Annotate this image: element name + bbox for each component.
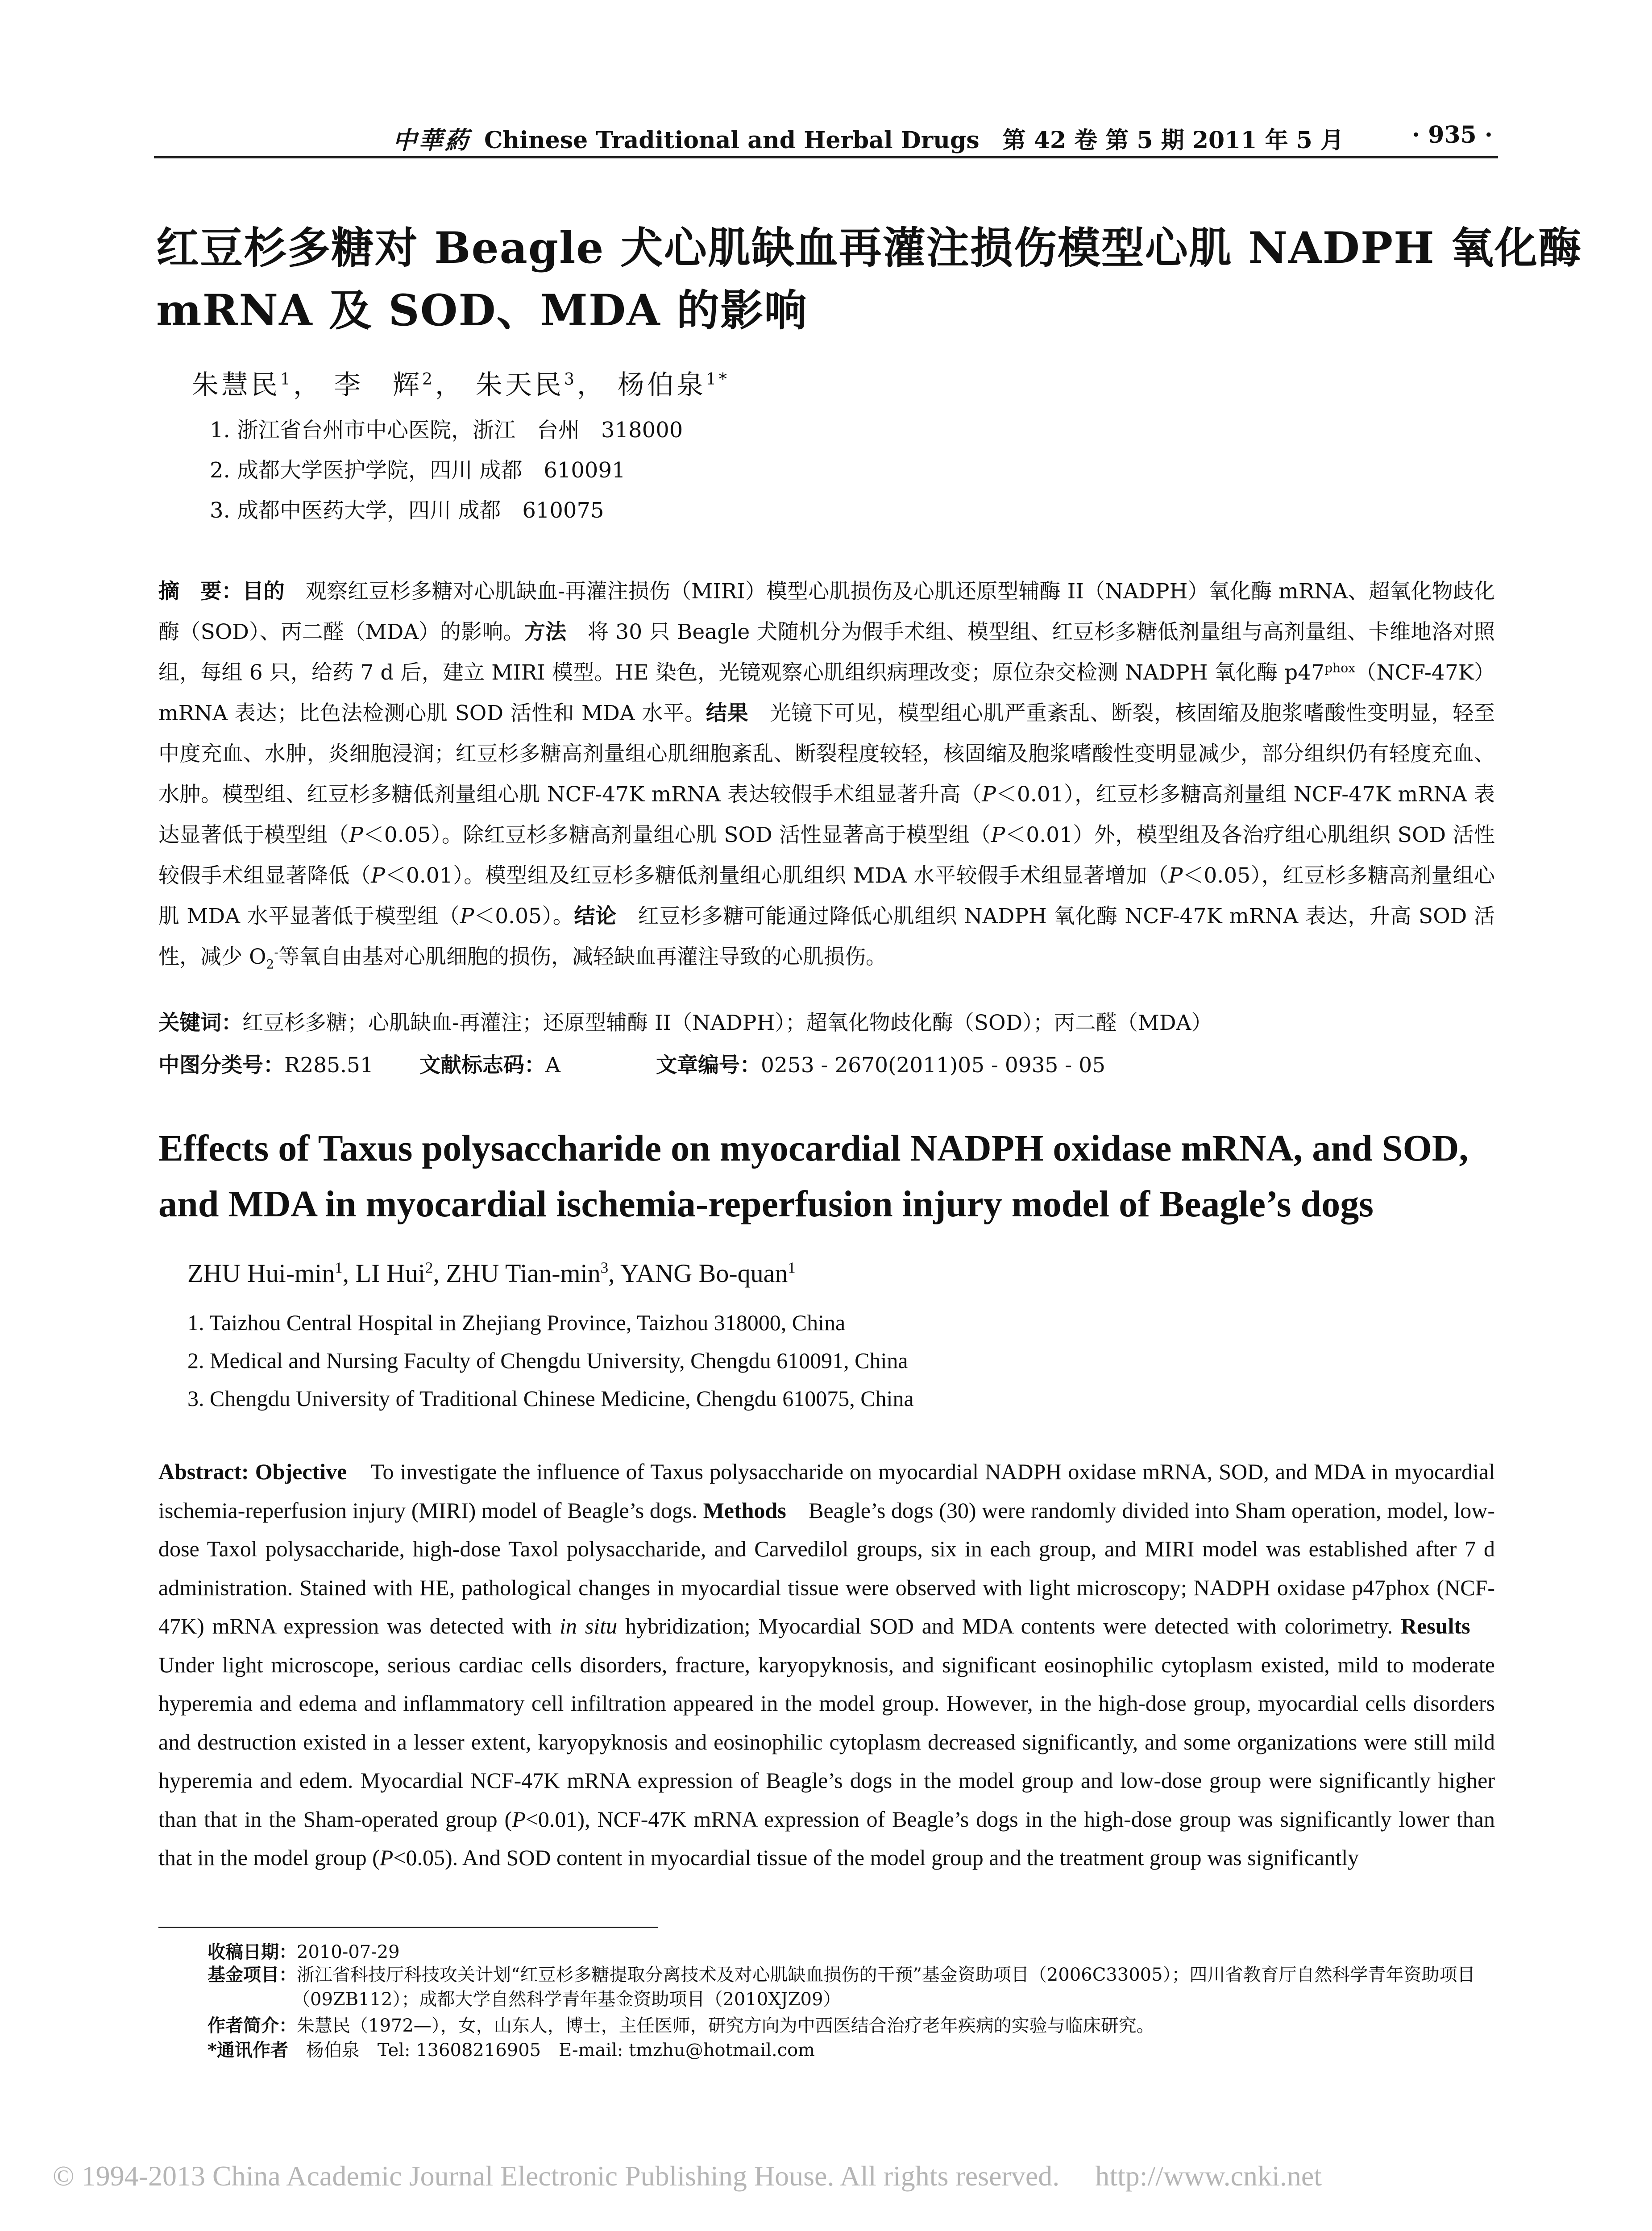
author-name: 李 辉	[333, 369, 422, 401]
author-name: 朱慧民	[192, 369, 280, 401]
footnote-corresponding-author	[208, 2036, 815, 2061]
affiliation-cn: 1. 浙江省台州市中心医院，浙江 台州 318000	[210, 418, 683, 443]
author-name: , YANG Bo-quan	[608, 1259, 788, 1288]
p-value-symbol: P	[379, 1845, 394, 1870]
p-value-symbol: P	[349, 823, 363, 847]
conclusion-text: 等氧自由基对心肌细胞的损伤，减轻缺血再灌注导致的心肌损伤。	[278, 945, 887, 969]
results-text: ＜0.01）。模型组及红豆杉多糖低剂量组心肌组织 MDA 水平较假手术组显著增加（	[385, 863, 1169, 888]
bio-label: 作者简介：	[208, 2015, 297, 2036]
conclusion-label: 结论	[574, 904, 617, 929]
affiliation-mark: 2	[425, 1259, 433, 1277]
authors-cn: 朱慧民$^1$， 李 辉$^2$， 朱天民$^3$， 杨伯泉$^{1*}$	[192, 369, 730, 401]
affiliation-cn: 3. 成都中医药大学，四川 成都 610075	[210, 498, 604, 523]
journal-issue-line: Chinese Traditional and Herbal Drugs 第 42 卷 第 5 期 2011 年 5 月	[484, 127, 1344, 154]
results-text: ＜0.05）。除红豆杉多糖高剂量组心肌 SOD 活性显著高于模型组（	[363, 823, 991, 847]
results-text: ＜0.05）。	[474, 904, 574, 929]
authors-en	[187, 1258, 796, 1288]
keywords-text: 红豆杉多糖；心肌缺血-再灌注；还原型辅酶 II（NADPH）；超氧化物歧化酶（SOD）；丙二醛（MDA）	[242, 1011, 1212, 1035]
p-value-symbol: P	[460, 904, 474, 929]
footnote-funding	[208, 1962, 1577, 2012]
affiliation-mark: 2	[422, 370, 435, 389]
p-value-symbol: P	[982, 782, 996, 807]
objective-text: 观察红豆杉多糖对心肌缺血-再灌注损伤（MIRI）模型心肌损伤及心肌还原型辅酶 II（NADPH）氧化酶 mRNA、超氧化物歧化酶（SOD）、丙二醛（MDA）的影响。	[158, 579, 1495, 644]
affiliation-en: 2. Medical and Nursing Faculty of Chengdu University, Chengdu 610091, China	[187, 1348, 908, 1373]
author-name: ZHU Hui-min	[187, 1259, 335, 1288]
results-text: ＜0.01），红豆杉多糖高剂量组 NCF-47K mRNA 表达显著低于模型组（	[158, 782, 1495, 847]
title-cn-line-2: mRNA 及 SOD、MDA 的影响	[156, 285, 808, 336]
abstract-en	[158, 1452, 1495, 1877]
footnote-author-bio	[208, 2011, 1154, 2037]
author-name: , ZHU Tian-min	[433, 1259, 601, 1288]
author-name: 杨伯泉	[617, 369, 706, 401]
results-label: Results	[1401, 1613, 1470, 1638]
p-value-symbol: P	[512, 1806, 526, 1832]
methods-superscript: phox	[1324, 660, 1356, 676]
article-number: 0253 - 2670(2011)05 - 0935 - 05	[761, 1053, 1106, 1078]
superscript: -	[274, 945, 278, 960]
objective-label: 目的	[242, 579, 285, 604]
footnote-received	[208, 1938, 400, 1963]
article-number-label: 文章编号：	[656, 1053, 761, 1078]
results-text: 光镜下可见，模型组心肌严重紊乱、断裂，核固缩及胞浆嗜酸性变明显，轻至中度充血、水肿，炎细胞浸润；红豆杉多糖高剂量组心肌细胞紊乱、断裂程度较轻，核固缩及胞浆嗜酸性变明显减少，部分组织仍有轻度充血、水肿。模型组、红豆杉多糖低剂量组心肌 NCF-47K mRNA 表达较假手术组显著升高（	[158, 701, 1495, 807]
affiliation-en: 3. Chengdu University of Traditional Chinese Medicine, Chengdu 610075, China	[187, 1386, 914, 1411]
journal-logo: 中華葯	[393, 126, 470, 154]
results-label: 结果	[706, 701, 749, 726]
abstract-label: 摘 要：	[158, 579, 243, 604]
p-value-symbol: P	[371, 863, 385, 888]
doc-code-label: 文献标志码：	[419, 1053, 545, 1078]
corresponding-text: 杨伯泉 Tel: 13608216905 E-mail: tmzhu@hotmail.com	[288, 2040, 815, 2061]
objective-text: To investigate the influence of Taxus polysaccharide on myocardial NADPH oxidase mRNA, SOD, and MDA in myocardial ischemia-reperfusion injury (MIRI) model of Beagle’s dogs.	[158, 1459, 1495, 1523]
title-en-line-1: Effects of Taxus polysaccharide on myocardial NADPH oxidase mRNA, and SOD,	[158, 1128, 1469, 1169]
doc-code: A	[545, 1053, 560, 1078]
classification-line	[158, 1049, 1105, 1078]
author-name: , LI Hui	[342, 1259, 425, 1288]
subscript: 2	[266, 957, 274, 972]
clc-label: 中图分类号：	[158, 1053, 284, 1078]
funding-label: 基金项目：	[208, 1964, 297, 1985]
p-value-symbol: P	[991, 823, 1005, 847]
results-text: Under light microscope, serious cardiac cells disorders, fracture, karyopyknosis, and significant eosinophilic cytoplasm existed, mild to moderate hyperemia and edema and inflammatory cell infiltration appeared in the model group. However, in the high-dose group, myocardial cells disorders and destruction existed in a lesser extent, karyopyknosis and eosinophilic cytoplasm decreased significantly, and some organizations were still mild hyperemia and edem. Myocardial NCF-47K mRNA expression of Beagle’s dogs in the model group and low-dose group were significantly higher than that in the Sham-operated group (	[158, 1613, 1495, 1832]
affiliation-mark: 3	[564, 370, 577, 389]
affiliation-mark: 1	[280, 370, 293, 389]
abstract-objective-label: Abstract: Objective	[158, 1459, 347, 1484]
affiliation-mark: 3	[600, 1259, 609, 1277]
title-cn-line-1: 红豆杉多糖对 Beagle 犬心肌缺血再灌注损伤模型心肌 NADPH 氧化酶	[156, 223, 1582, 273]
affiliation-mark: 1*	[706, 370, 730, 389]
methods-italic: in situ	[560, 1613, 618, 1638]
results-text: ＜0.01）外，模型组及各治疗组心肌组织 SOD 活性较假手术组显著降低（	[158, 823, 1495, 888]
clc-number: R285.51	[284, 1053, 374, 1078]
results-text: ＜0.05），红豆杉多糖高剂量组心肌 MDA 水平显著低于模型组（	[158, 863, 1495, 929]
methods-text: 将 30 只 Beagle 犬随机分为假手术组、模型组、红豆杉多糖低剂量组与高剂量组、卡维地洛对照组，每组 6 只，给药 7 d 后，建立 MIRI 模型。HE 染色，光镜观察心肌组织病理改变；原位杂交检测 NADPH 氧化酶 p47	[158, 620, 1495, 685]
received-label: 收稿日期：	[208, 1941, 297, 1962]
p-value-symbol: P	[1168, 863, 1183, 888]
title-en-line-2: and MDA in myocardial ischemia-reperfusion injury model of Beagle’s dogs	[158, 1183, 1374, 1225]
affiliation-mark: 1	[335, 1259, 343, 1277]
bio-text: 朱慧民（1972—），女，山东人，博士，主任医师，研究方向为中西医结合治疗老年疾病的实验与临床研究。	[297, 2015, 1154, 2036]
footnote-divider	[158, 1927, 658, 1928]
corresponding-label: *通讯作者	[208, 2040, 288, 2061]
copyright-watermark: © 1994-2013 China Academic Journal Electronic Publishing House. All rights reserved. http://www.cnki.net	[53, 2160, 1322, 2192]
affiliation-mark: 1	[788, 1259, 796, 1277]
received-date: 2010-07-29	[297, 1942, 400, 1962]
conclusion-text: 红豆杉多糖可能通过降低心肌组织 NADPH 氧化酶 NCF-47K mRNA 表达，升高 SOD 活性，减少 O	[158, 904, 1495, 969]
methods-text: （NCF-47K）mRNA 表达；比色法检测心肌 SOD 活性和 MDA 水平。	[158, 660, 1495, 726]
methods-label: Methods	[703, 1497, 786, 1523]
affiliation-cn: 2. 成都大学医护学院，四川 成都 610091	[210, 458, 626, 483]
results-text: <0.05). And SOD content in myocardial tissue of the model group and the treatment group was significantly	[393, 1845, 1359, 1870]
keywords-cn	[158, 1006, 1212, 1036]
author-name: 朱天民	[475, 369, 564, 401]
funding-text: 浙江省科技厅科技攻关计划“红豆杉多糖提取分离技术及对心肌缺血损伤的干预”基金资助项目（2006C33005）；四川省教育厅自然科学青年资助项目（09ZB112）；成都大学自然科学青年基金资助项目（2010XJZ09）	[292, 1965, 1475, 2010]
keywords-label: 关键词：	[158, 1011, 242, 1035]
abstract-cn	[158, 571, 1495, 977]
affiliation-en: 1. Taizhou Central Hospital in Zhejiang Province, Taizhou 318000, China	[187, 1310, 846, 1335]
methods-text: hybridization; Myocardial SOD and MDA contents were detected with colorimetry.	[617, 1613, 1401, 1638]
methods-text: Beagle’s dogs (30) were randomly divided into Sham operation, model, low-dose Taxol polysaccharide, high-dose Taxol polysaccharide, and Carvedilol groups, six in each group, and MIRI model was established after 7 d administration. Stained with HE, pathological changes in myocardial tissue were observed with light microscopy; NADPH oxidase p47phox (NCF-47K) mRNA expression was detected with	[158, 1497, 1495, 1638]
running-header	[154, 116, 1498, 158]
results-text: <0.01), NCF-47K mRNA expression of Beagle’s dogs in the high-dose group was significantly lower than that in the model group (	[158, 1806, 1495, 1870]
page-number: · 935 ·	[1412, 121, 1493, 149]
methods-label: 方法	[524, 620, 567, 644]
